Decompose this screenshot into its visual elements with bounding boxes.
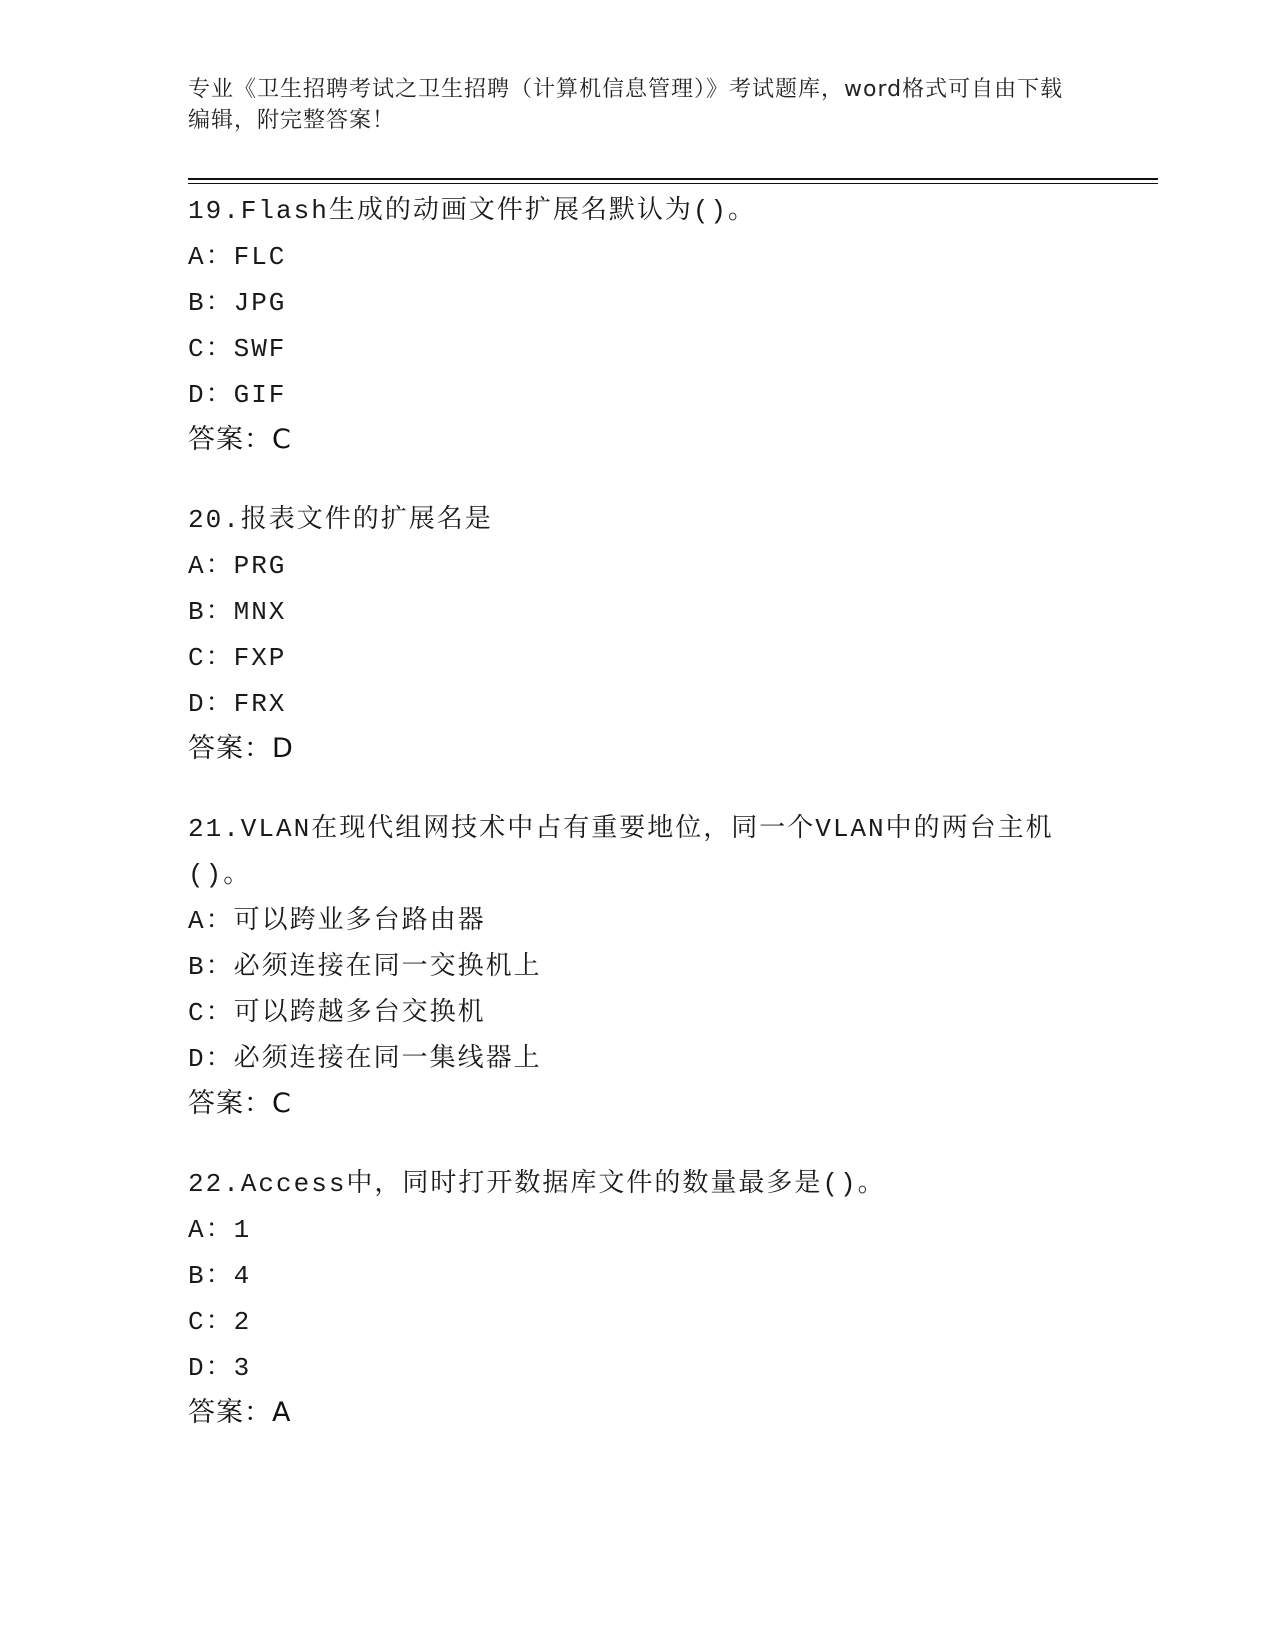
question-stem: 22.Access中，同时打开数据库文件的数量最多是()。 (188, 1169, 886, 1199)
question-20 (188, 497, 1068, 771)
option-a: A：可以跨业多台路由器 (188, 906, 486, 936)
option-c: C：可以跨越多台交换机 (188, 998, 486, 1028)
option-c: C：2 (188, 1307, 252, 1337)
question-21 (188, 806, 1068, 1126)
answer-line: 答案：C (188, 1088, 292, 1119)
question-stem: 20.报表文件的扩展名是 (188, 505, 493, 535)
option-c: C：SWF (188, 334, 287, 364)
option-c: C：FXP (188, 643, 287, 673)
document-header: 专业《卫生招聘考试之卫生招聘（计算机信息管理）》考试题库，word格式可自由下载编辑，附完整答案！ (188, 77, 1064, 133)
option-a: A：1 (188, 1215, 252, 1245)
question-stem: 21.VLAN在现代组网技术中占有重要地位，同一个VLAN中的两台主机()。 (188, 814, 1054, 890)
question-22 (188, 1161, 1068, 1435)
option-d: D：GIF (188, 380, 287, 410)
question-stem: 19.Flash生成的动画文件扩展名默认为()。 (188, 196, 757, 226)
option-b: B：必须连接在同一交换机上 (188, 952, 542, 982)
header-divider (188, 178, 1158, 184)
option-b: B：4 (188, 1261, 252, 1291)
question-list (188, 188, 1068, 1470)
option-a: A：PRG (188, 551, 287, 581)
question-19 (188, 188, 1068, 462)
option-d: D：必须连接在同一集线器上 (188, 1044, 542, 1074)
option-d: D：3 (188, 1353, 252, 1383)
option-b: B：MNX (188, 597, 287, 627)
answer-line: 答案：A (188, 1397, 292, 1428)
answer-line: 答案：D (188, 733, 294, 764)
option-a: A：FLC (188, 242, 287, 272)
option-b: B：JPG (188, 288, 287, 318)
option-d: D：FRX (188, 689, 287, 719)
answer-line: 答案：C (188, 424, 292, 455)
